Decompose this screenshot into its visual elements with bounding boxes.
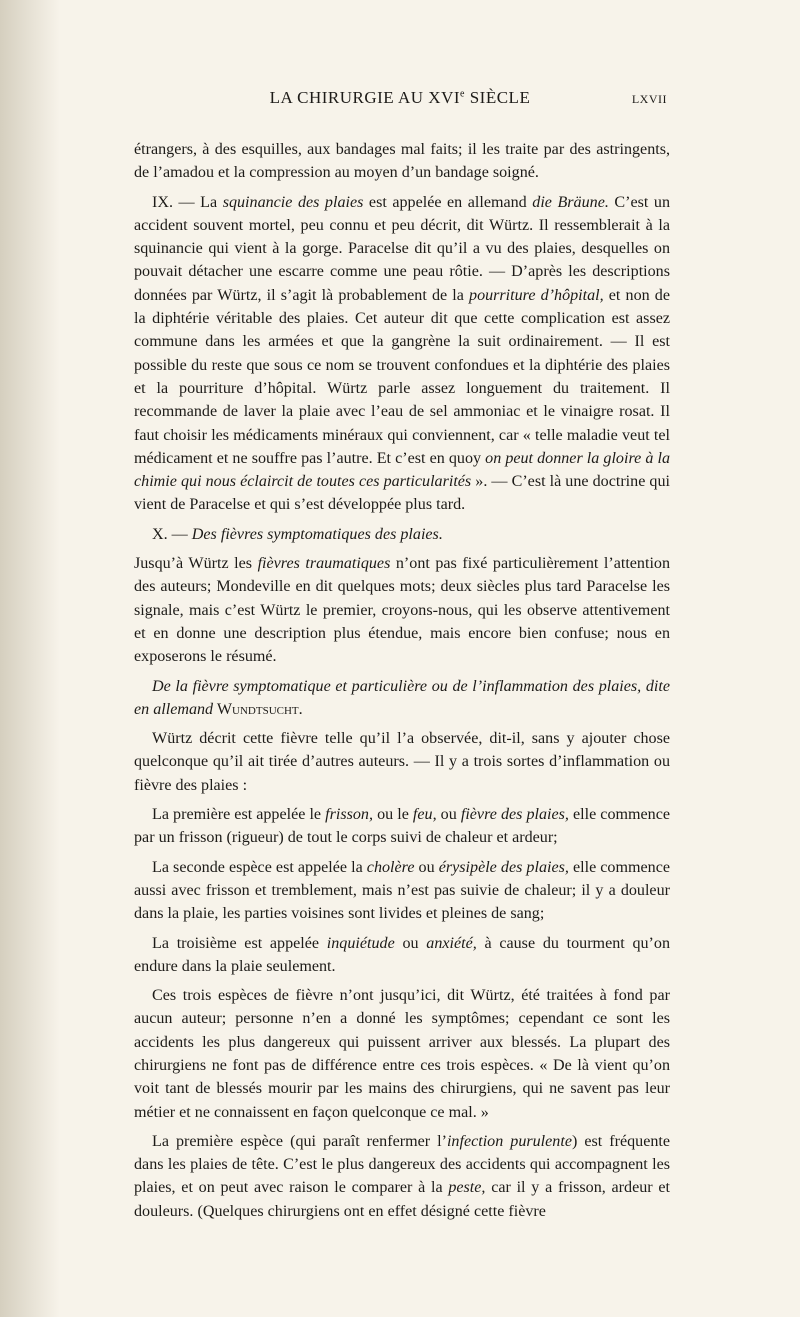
paragraph-section-ix: IX. — La squinancie des plaies est appelée en allemand die Bräune. C’est un accident souvent mortel, peu connu et peu décrit, dit Würtz. Il ressemblerait à la squinancie qui vient à la gorge. Paracelse dit qu’il a vu des plaies, desquelles on pouvait détacher une escarre comme une peau rôtie. — D’après les descriptions données par Würtz, il s’agit là probablement de la pourriture d’hôpital, et non de la diphtérie véritable des plaies. Cet auteur dit que cette complication est assez commune dans les armées et que la gangrène la suit ordinairement. — Il est possible du reste que sous ce nom se trouvent confondues et la diphtérie des plaies et la pourriture d’hôpital. Würtz parle assez longuement du traitement. Il recommande de laver la plaie avec l’eau de sel ammoniac et le vinaigre rosat. Il faut choisir les médicaments minéraux qui conviennent, car « telle maladie veut tel médicament et ne souffre pas l’autre. Et c’est en quoy on peut donner la gloire à la chimie qui nous éclaircit de toutes ces particularités ». — C’est là une doctrine qui vient de Paracelse et qui s’est développée plus tard.	[134, 193, 671, 514]
paragraph: Würtz décrit cette fièvre telle qu’il l’a observée, dit-il, sans y ajouter chose quelconque qu’il ait tirée d’autres auteurs. — Il y a trois sortes d’inflammation ou fièvre des plaies :	[134, 730, 670, 794]
page-header	[0, 88, 800, 112]
paragraph: La première est appelée le frisson, ou le feu, ou fièvre des plaies, elle commence par un frisson (rigueur) de tout le corps suivi de chaleur et ardeur;	[134, 806, 671, 847]
paragraph: La seconde espèce est appelée la cholère ou érysipèle des plaies, elle commence aussi avec frisson et tremblement, mais n’est pas suivie de chaleur; il y a douleur dans la plaie, les parties voisines sont livides et pleines de sang;	[134, 858, 670, 923]
paragraph: Ces trois espèces de fièvre n’ont jusqu’ici, dit Würtz, été traitées à fond par aucun auteur; personne n’en a donné les symptômes; cependant ce sont les accidents les plus dangereux qui puissent arriver aux blessés. La plupart des chirurgiens ne font pas de différence entre ces trois espèces. « De là vient qu’on voit tant de blessés mourir par les mains des chirurgiens, qui ne savent pas leur métier et ne connaissent en façon quelconque ce mal. »	[134, 987, 670, 1121]
page-edge-shadow	[0, 0, 60, 1317]
paragraph: étrangers, à des esquilles, aux bandages mal faits; il les traite par des astringents, de l’amadou et la compression au moyen d’un bandage soigné.	[134, 141, 670, 182]
page-number: LXVII	[631, 92, 667, 106]
paragraph: La première espèce (qui paraît renfermer l’infection purulente) est fréquente dans les plaies de tête. C’est le plus dangereux des accidents qui accompagnent les plaies, et on peut avec raison le comparer à la peste, car il y a frisson, ardeur et douleurs. (Quelques chirurgiens ont en effet désigné cette fièvre	[134, 1132, 670, 1220]
body-text	[134, 138, 670, 1229]
subheading: De la fièvre symptomatique et particulière ou de l’inflammation des plaies, dite en allemand Wundtsucht.	[134, 677, 670, 718]
paragraph: Jusqu’à Würtz les fièvres traumatiques n’ont pas fixé particulièrement l’attention des auteurs; Mondeville en dit quelques mots; deux siècles plus tard Paracelse les signale, mais c’est Würtz le premier, croyons-nous, qui les observe attentivement et en donne une description plus étendue, mais encore bien confuse; nous en exposerons le résumé.	[134, 555, 671, 666]
paragraph: La troisième est appelée inquiétude ou anxiété, à cause du tourment qu’on endure dans la plaie seulement.	[134, 934, 671, 975]
section-heading-x: X. — Des fièvres symptomatiques des plaies.	[152, 525, 443, 543]
running-title: LA CHIRURGIE AU XVIe SIÈCLE	[269, 88, 531, 107]
